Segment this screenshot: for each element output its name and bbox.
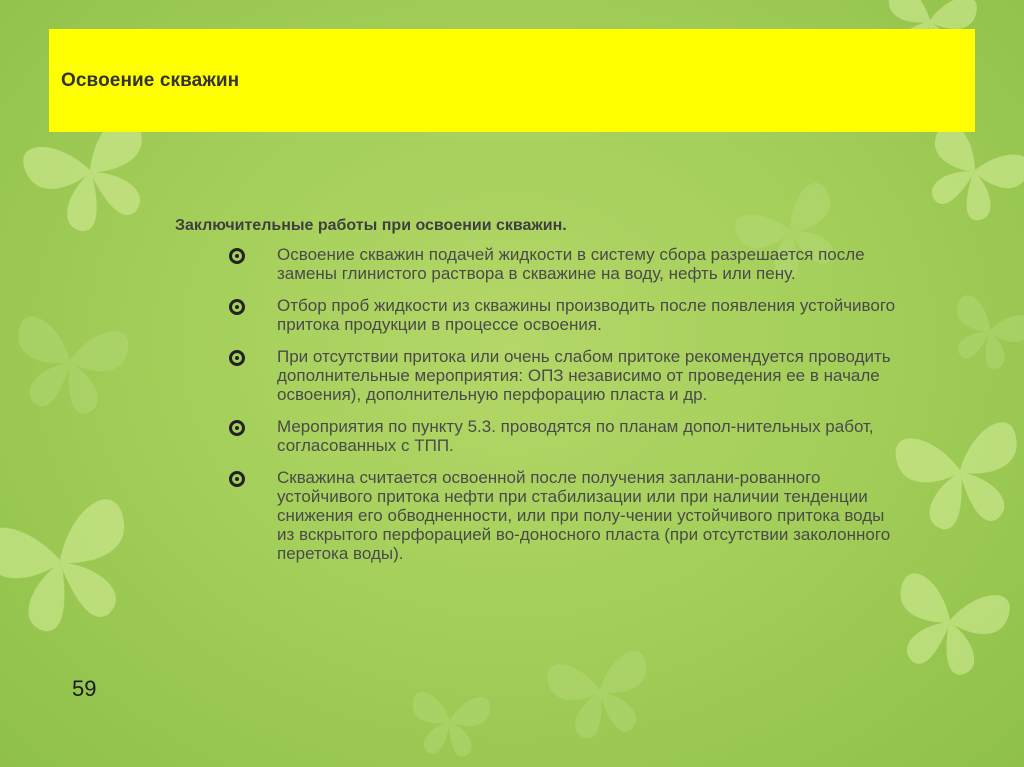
butterfly-icon [7, 315, 131, 420]
butterfly-icon [408, 691, 491, 758]
slide-title: Освоение скважин [61, 69, 240, 91]
list-item [175, 347, 897, 404]
list-item-text: Скважина считается освоенной после получения заплани-рованного устойчивого притока нефти при стабилизации или при наличии тенденции снижения его обводненности, или при полу-чении устойчивого притока воды из вскрытого перфорацией во-доносного пласта (при отсутствии заколонного перетока воды). [277, 468, 891, 563]
list-item-text: Отбор проб жидкости из скважины производить после появления устойчивого притока продукции в процессе освоения. [277, 296, 896, 334]
list-item-text: При отсутствии притока или очень слабом притоке рекомендуется проводить дополнительные мероприятия: ОПЗ независимо от проведения ее в начале освоения), дополнительную перфорацию пласта и др. [277, 347, 891, 404]
list-item-text: Освоение скважин подачей жидкости в систему сбора разрешается после замены глинистого раствора в скважине на воду, нефть или пену. [277, 245, 865, 283]
bullet-circle-icon [229, 420, 245, 436]
bullet-circle-icon [229, 299, 245, 315]
list-item [175, 296, 897, 334]
butterfly-icon [941, 293, 1024, 377]
list-item [175, 417, 897, 455]
bullet-circle-icon [229, 350, 245, 366]
butterfly-icon [911, 119, 1024, 232]
butterfly-icon [0, 496, 147, 643]
bullet-list [175, 245, 915, 563]
butterfly-icon [545, 649, 657, 743]
slide-content [175, 217, 915, 576]
butterfly-icon [883, 570, 1013, 683]
title-bar [49, 29, 975, 132]
subheading: Заключительные работы при освоении скважин. [175, 217, 567, 234]
page-number: 59 [72, 676, 97, 701]
list-item [175, 245, 897, 283]
list-item-text: Мероприятия по пункту 5.3. проводятся по планам допол-нительных работ, согласованных с ТПП. [277, 417, 874, 455]
bullet-circle-icon [229, 248, 245, 264]
bullet-circle-icon [229, 471, 245, 487]
list-item [175, 468, 897, 563]
